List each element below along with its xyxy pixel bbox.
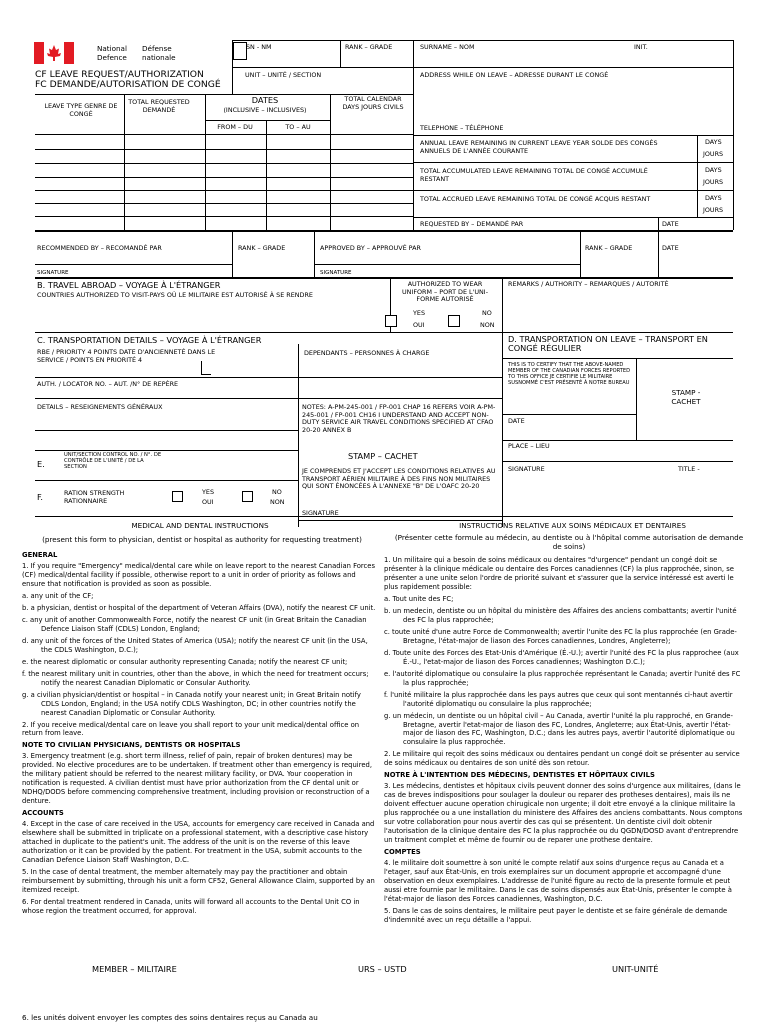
ration-yes-checkbox[interactable] bbox=[172, 491, 183, 502]
dependants-label: DEPENDANTS – PERSONNES À CHARGE bbox=[304, 349, 430, 357]
footer-member: MEMBER – MILITAIRE bbox=[92, 964, 177, 974]
ration-no-checkbox[interactable] bbox=[242, 491, 253, 502]
to-header: TO – AU bbox=[285, 123, 311, 131]
note-fr-heading: NOTRE À L'INTENTION DES MÉDECINS, DENTISTES ET HÔPITAUX CIVILS bbox=[384, 771, 655, 780]
agency-en: National Defence bbox=[97, 44, 127, 62]
annual-leave-label: ANNUAL LEAVE REMAINING IN CURRENT LEAVE YEAR SOLDE DES CONGÉS ANNUELS DE L'ANNÉE COURANTE bbox=[420, 139, 658, 155]
days-label: DAYS bbox=[705, 138, 722, 146]
instructions-en-body: GENERAL 1. If you require "Emergency" medical/dental care while on leave report to the nearest Canadian Forces (CF) medical/dental facility if possible, otherwise report to a unit in order of priority as follows and ensure that notification is provided as soon as possible. a. any unit of the CF; b. a physician, dentist or hospital of the department of Veteran Affairs (DVA), notify the nearest CF unit. c. any unit of another Commonwealth Force, notify the nearest CF unit (in Great Britain the Canadian Defence Liaison Staff (CDLS) London, England; d. any unit of the forces of the United States of America (USA); notify the nearest CF unit (in the USA, the CDLS Washington, D.C.); e. the nearest diplomatic or consular authority representing Canada; notify the nearest CF unit; f. the nearest military unit in countries, other than the above, in which the need for treatment occurs; notify the nearest Canadian Diplomatic or Consular Authority. g. a civilian physician/dentist or hospital – in Canada notify your nearest unit; in Great Britain notify CDLS London, England; in the USA notify CDLS Washington, DC; in other countries notify the nearest Canadian Diplomatic or Consular Authority. 2. If you receive medical/dental care on leave you shall report to your unit medical/dental office on return from leave. NOTE TO CIVILIAN PHYSICIANS, DENTISTS OR HOSPITALS 3. Emergency treatment (e.g. short term illness, relief of pain, repair of broken dentures) may be provided. No elective procedures are to be undertaken. If treatment other than emergency is required, the military patient should be referred to the nearest military facility, or DVA. Your cooperation in notification is requested. A civilian dentist must have prior authorization from the CF dental unit or NDHQ/DODS before commencing comprehensive treatment, including provision or reconstruction of a denture. ACCOUNTS 4. Except in the case of care received in the USA, accounts for emergency care received in Canada and elsewhere shall be submitted in triplicate on a professional statement, with a descriptive case history attached in duplicate to the patient's unit. The address of the unit is on the reverse of this leave authorization or it can be provided by the patient. For treatment in the USA, submit accounts to the Canadian Defence Liaison Staff Washington, D.C. 5. In the case of dental treatment, the member alternately may pay the practitioner and obtain reimbursement by submitting, through his unit a form CF52, General Allowance Claim, supported by an itemized receipt. 6. For dental treatment rendered in Canada, units will forward all accounts to the Dental Unit CO in whose region the treatment occurred, for approval. bbox=[22, 548, 378, 919]
instructions-en-heading: MEDICAL AND DENTAL INSTRUCTIONS bbox=[131, 521, 269, 530]
signature-label-d: SIGNATURE bbox=[508, 465, 545, 473]
ration-strength-label: RATION STRENGTH RATIONNAIRE bbox=[64, 489, 125, 505]
uniform-no-label: NO bbox=[482, 309, 492, 317]
auth-locator-label: AUTH. / LOCATOR NO. – AUT. /N° DE REPÈRE bbox=[37, 380, 179, 388]
rank-grade-label: RANK – GRADE bbox=[585, 244, 633, 252]
approved-by-label: APPROVED BY – APPROUVÉ PAR bbox=[320, 244, 421, 252]
dates-subheader: (INCLUSIVE – INCLUSIVES) bbox=[223, 106, 307, 114]
rbe-input-marker[interactable] bbox=[201, 361, 211, 375]
ration-yes-label: YES bbox=[202, 488, 214, 496]
uniform-no-checkbox[interactable] bbox=[448, 315, 460, 327]
remarks-label: REMARKS / AUTHORITY – REMARQUES / AUTORITÉ bbox=[508, 280, 669, 288]
address-label: ADDRESS WHILE ON LEAVE – ADRESSE DURANT LE CONGÉ bbox=[420, 71, 609, 79]
je-comprends-label: JE COMPRENDS ET J'ACCEPT LES CONDITIONS RELATIVES AU TRANSPORT AÉRIEN MILITAIRE À DES FINS NON MILITAIRES QUI SONT ÉNONCÉES À L'ANNEXE "B" DE L'OAFC 20-20 bbox=[302, 467, 496, 491]
signature-label-c: SIGNATURE bbox=[302, 509, 339, 517]
total-requested-header: TOTAL REQUESTED DEMANDÉ bbox=[128, 98, 190, 114]
rank-grade-label: RANK – GRADE bbox=[238, 244, 286, 252]
details-label: DETAILS – RESEIGNEMENTS GÉNÉRAUX bbox=[37, 403, 163, 411]
date-label: DATE bbox=[662, 244, 679, 252]
section-d-title: D. TRANSPORTATION ON LEAVE – TRANSPORT EN CONGÉ RÉGULIER bbox=[508, 334, 708, 354]
uniform-yes-checkbox[interactable] bbox=[385, 315, 397, 327]
section-e-letter: E. bbox=[37, 459, 45, 469]
general-heading: GENERAL bbox=[22, 551, 58, 559]
comptes-heading: COMPTES bbox=[384, 848, 421, 857]
uniform-non-label: NON bbox=[480, 321, 495, 329]
section-e-label: UNIT/SECTION CONTROL NO. / N°. DE CONTRÔLE DE L'UNITÉ / DE LA SECTION bbox=[64, 452, 162, 471]
stamp-cachet-c: STAMP – CACHET bbox=[348, 451, 418, 461]
accrued-leave-label: TOTAL ACCRUED LEAVE REMAINING TOTAL DE CONGÉ ACQUIS RESTANT bbox=[420, 195, 651, 203]
dates-header: DATES bbox=[251, 95, 279, 105]
instructions-en-subheading: (present this form to physician, dentist or hospital as authority for requesting treatment) bbox=[42, 535, 362, 544]
accumulated-leave-label: TOTAL ACCUMULATED LEAVE REMAINING TOTAL DE CONGÉ ACCUMULÉ RESTANT bbox=[420, 167, 648, 183]
uniform-yes-label: YES bbox=[413, 309, 425, 317]
recommended-by-label: RECOMMENDED BY – RECOMANDÉ PAR bbox=[37, 244, 162, 252]
agency-fr: Défense nationale bbox=[142, 44, 176, 62]
rbe-label: RBE / PRIORITY 4 POINTS DATE D'ANCIENNETÉ DANS LE SERVICE / POINTS EN PRIORITÉ 4 bbox=[37, 348, 216, 364]
section-f-letter: F. bbox=[37, 492, 43, 502]
place-label: PLACE – LIEU bbox=[508, 442, 550, 450]
title-label: TITLE - bbox=[678, 465, 700, 473]
requested-by-label: REQUESTED BY – DEMANDÉ PAR bbox=[420, 220, 524, 228]
canada-flag-logo bbox=[34, 42, 74, 64]
sn-label: SN - NM bbox=[246, 43, 272, 51]
certify-label: THIS IS TO CERTIFY THAT THE ABOVE-NAMED MEMBER OF THE CANADIAN FORCES REPORTED TO THIS OFFICE JE CERTIFIE LE MILITAIRE SUSNOMMÉ C'EST PRÉSENTÉ À NOTRE BUREAU bbox=[508, 362, 631, 387]
uniform-oui-label: OUI bbox=[413, 321, 425, 329]
telephone-label: TELEPHONE – TÉLÉPHONE bbox=[420, 124, 504, 132]
init-label: INIT. bbox=[634, 43, 648, 51]
section-c-title: C. TRANSPORTATION DETAILS – VOYAGE À L'ÉTRANGER bbox=[37, 335, 262, 345]
ration-non-label: NON bbox=[270, 498, 285, 506]
instructions-fr-p6: 6. les unités doivent envoyer les comptes des soins dentaires reçus au Canada au bbox=[22, 1013, 318, 1022]
signature-label: SIGNATURE bbox=[37, 270, 69, 276]
from-header: FROM – DU bbox=[217, 123, 253, 131]
ration-no-label: NO bbox=[272, 488, 282, 496]
unit-label: UNIT – UNITÉ / SECTION bbox=[245, 71, 322, 79]
accounts-heading: ACCOUNTS bbox=[22, 809, 64, 818]
surname-label: SURNAME – NOM bbox=[420, 43, 475, 51]
instructions-fr-heading: INSTRUCTIONS RELATIVE AUX SOINS MÉDICAUX ET DENTAIRES bbox=[459, 521, 686, 530]
instructions-fr-subheading: (Présenter cette formule au médecin, au dentiste ou à l'hôpital comme autorisation de demande de soins) bbox=[394, 533, 744, 551]
leave-type-header: LEAVE TYPE GENRE DE CONGÉ bbox=[44, 102, 118, 118]
ration-oui-label: OUI bbox=[202, 498, 214, 506]
stamp-cachet-d: STAMP - CACHET bbox=[671, 388, 701, 406]
uniform-label: AUTHORIZED TO WEAR UNIFORM – PORT DE L'UNI- FORME AUTORISÉ bbox=[401, 280, 488, 304]
signature-label: SIGNATURE bbox=[320, 270, 352, 276]
date-label-d: DATE bbox=[508, 417, 525, 425]
sn-input[interactable] bbox=[233, 42, 247, 60]
total-calendar-header: TOTAL CALENDAR DAYS JOURS CIVILS bbox=[342, 95, 404, 111]
footer-urs: URS – USTD bbox=[358, 964, 407, 974]
jours-label: JOURS bbox=[703, 150, 724, 158]
note-civilian-heading: NOTE TO CIVILIAN PHYSICIANS, DENTISTS OR HOSPITALS bbox=[22, 741, 241, 750]
instructions-fr-body: 1. Un militaire qui a besoin de soins médicaux ou dentaires "d'urgence" pendant un congé doit se présenter à la clinique médicale ou dentaire des Forces canadiennes (CF) la plus rapprochée, sinon, se présenter a une unite selon l'ordre de priorité suivant et s'assurer que la service intéressé est averti le plus rapidement possible: a. Tout unite des FC; b. un medecin, dentiste ou un hôpital du ministère des Affaires des anciens combattants; avertir l'unité des FC la plus rapprochée; c. toute unité d'une autre Force de Commonwealth; avertir l'unite des FC la plus rapprochée (en Grade-Bretagne, l'état-major de liason des Forces canadiennes, Londres, Angleterre); d. Toute unite des Forces des Etat-Unis d'Amérique (É.-U.); avertir l'unité des FC la plus rapprochee (aux É.-U., l'etat-major de liason des Forces canadiennes; Washington D.C.); e. l'autorité diplomatique ou consulaire la plus rapprochée représentant le Canada; avertir l'unité des FC la plus rapprochée; f. l'unité militaire la plus rapprochée dans les pays autres que ceux qui sont mentannés ci-haut avertir l'autorité diplomatiqu ou consulaire la plus rapprochée; g. un médecin, un dentiste ou un hôpital civil – Au Canada, avertir l'unité la plu rapproché, en Grande-Bretagne, avertir l'etat-major de liason des FC, Londres, Angleterre; aux État-Unis, avertir l'état-major de liason des FC, Washington, D.C.; dans les autres pays, avertir l'autorité diplomatique ou consulaire la plus rapprochée. 2. Le militaire qui reçoit des soins médicaux ou dentaires pendant un congé doit se présenter au service de soins médicaux ou dentaires de son unité dès son retour. NOTRE À L'INTENTION DES MÉDECINS, DENTISTES ET HÔPITAUX CIVILS 3. Les médecins, dentistes et hôpitaux civils peuvent donner des soins d'urgence aux militaires, (dans le cas de breves indispositions pour soulager la douleur ou reparer des protheses dentaires), mais ils ne doivent effectuer aucune operation chirugicale non urgente; il doit etre envoyé a la clinique militaire la plus rapprochée ou a une installation du ministere des Affaires des anciens combattants. Nous comptons sur votre collaboration pour nous avertir des cas qui se présentent. Un dentiste civil doit obtenir l'autorisation de la clinique dentaire des FC la plus rapprochée ou du QGDN/DOSD avant d'entreprendre un traitment complet et même de fournir ou de reparer une prothese dentaire. COMPTES 4. le militaire doit soumettre à son unité le compte relatif aux soins d'urgence reçus au Canada et a l'etager, sauf aux État-Unis, en trois exemplaires sur un document approprie et accompagné d'une observation en deux exemplaires. L'addresse de l'unité figure au recto de la presente formule et peut aussi etre fournie par le militaire. Dans le cas de soins dispensés aux État-Unis, présenter le compte à l'état-major de liason des Forces canadiennes, Washington, D.C. 5. Dans le cas de soins dentaires, le militaire peut payer le dentiste et se faire générale de demande d'indemnité avec un reçu détaille a l'appui. bbox=[384, 556, 748, 928]
date-label: DATE bbox=[662, 220, 679, 228]
days-label: DAYS bbox=[705, 194, 722, 202]
days-label: DAYS bbox=[705, 166, 722, 174]
footer-unit: UNIT-UNITÉ bbox=[612, 964, 659, 974]
notes-label: NOTES: A-PM-245-001 / FP-001 CHAP 16 REFERS VOIR A-PM-245-001 / FP-001 CH16 I UNDERSTAND AND ACCEPT NON-DUTY SERVICE AIR TRAVEL CONDITIONS SPECIFIED AT CFAO 20-20 ANNEX B bbox=[302, 403, 496, 435]
section-b-title: B. TRAVEL ABROAD – VOYAGE À L'ÉTRANGER bbox=[37, 280, 221, 290]
countries-label: COUNTRIES AUTHORIZED TO VISIT-PAYS OÙ LE MILITAIRE EST AUTORISÉ À SE RENDRE bbox=[37, 291, 313, 299]
jours-label: JOURS bbox=[703, 206, 724, 214]
jours-label: JOURS bbox=[703, 178, 724, 186]
form-title: CF LEAVE REQUEST/AUTHORIZATION FC DEMANDE/AUTORISATION DE CONGÉ bbox=[35, 69, 221, 91]
rank-label: RANK – GRADE bbox=[345, 43, 393, 51]
